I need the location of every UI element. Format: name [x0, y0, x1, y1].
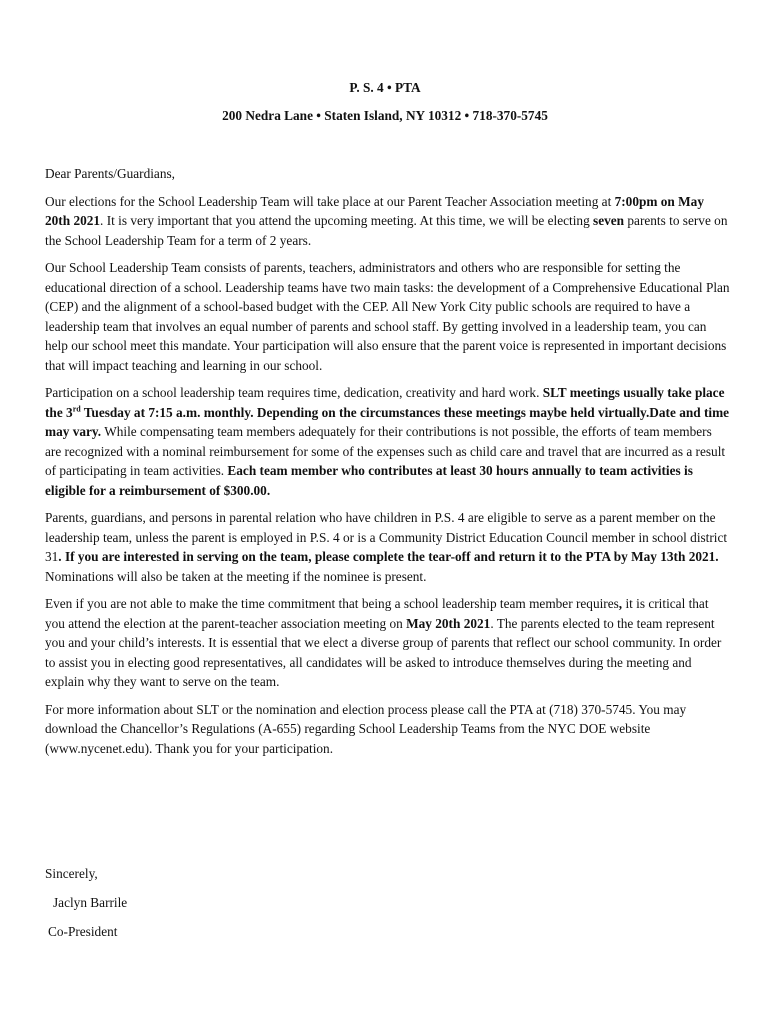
p3-text-a: Participation on a school leadership team requires time, dedication, creativity and hard work. [45, 385, 543, 400]
p4-text-a: Parents, guardians, and persons in parental relation who have children in P.S. 4 are eligible to serve as a parent member on the leadership team, unless the parent is employed in P.S. 4 or is a Community District Education Council member in school district 31 [45, 510, 728, 564]
p1-text-e: parents to serve on the School Leadership Team for a term of 2 years. [45, 213, 728, 248]
p3-text-d: While compensating team members adequately for their contributions is not possible, the efforts of team members are recognized with a nominal reimbursement for some of the expenses such as child care and travel that are incurred as a result of participating in team activities. [45, 424, 726, 478]
p5-comma: , [618, 596, 623, 611]
paragraph-attendance [45, 594, 730, 692]
p5-text-a: Even if you are not able to make the time commitment that being a school leadership team member requires [45, 596, 619, 611]
paragraph-eligibility [45, 508, 730, 586]
salutation: Dear Parents/Guardians, [45, 166, 175, 181]
paragraph-participation [45, 383, 730, 500]
meeting-schedule: SLT meetings usually take place the 3rd Tuesday at 7:15 a.m. monthly. Depending on the circumstances these meetings maybe held virtually.Date and time may vary. [45, 385, 730, 439]
p1-text-a: Our elections for the School Leadership Team will take place at our Parent Teacher Association meeting at [45, 193, 615, 209]
paragraph-more-info: For more information about SLT or the nomination and election process please call the PTA at (718) 370-5745. You may download the Chancellor’s Regulations (A-655) regarding School Leadership Teams from the NYC DOE website (www.nycenet.edu). Thank you for your participation. [45, 701, 687, 756]
reimbursement-note: Each team member who contributes at least 30 hours annually to team activities is eligible for a reimbursement of $300.00. [45, 463, 693, 498]
closing: Sincerely, [45, 866, 98, 881]
letter-body [45, 164, 730, 766]
seat-count: seven [593, 213, 625, 228]
paragraph-team-description: Our School Leadership Team consists of parents, teachers, administrators and others who are responsible for setting the educational direction of a school. Leadership teams have two main tasks: the development of a Comprehensive Educational Plan (CEP) and the alignment of a school-based budget with the CEP. All New York City public schools are required to have a leadership team that involves an equal number of parents and school staff. By getting involved in a leadership team, you can help our school meet this mandate. Your participation will also ensure that the parent voice is represented in important decisions that will impact teaching and learning in our school. [45, 260, 730, 373]
p4-text-c: Nominations will also be taken at the meeting if the nominee is present. [45, 568, 427, 584]
paragraph-election [45, 192, 730, 251]
signer-title: Co-President [48, 924, 118, 939]
meeting-datetime: 7:00pm on May 20th 2021 [45, 193, 704, 228]
signer-name: Jaclyn Barrile [53, 895, 128, 910]
pta-title: P. S. 4 • PTA [349, 80, 421, 95]
election-date: May 20th 2021 [406, 615, 491, 631]
tear-off-deadline: . If you are interested in serving on the team, please complete the tear-off and return it to the PTA by May 13th 2021. [58, 549, 719, 564]
p5-text-e: . The parents elected to the team represent you and your child’s interests. It is essential that we elect a diverse group of parents that reflect our school community. In order to assist you in electing good representatives, all candidates will be asked to introduce themselves during the meeting and explain why they want to serve on the team. [45, 615, 722, 689]
p1-text-c: . It is very important that you attend the upcoming meeting. At this time, we will be electing [100, 213, 594, 228]
p5-text-c: it is critical that you attend the election at the parent-teacher association meeting on [45, 596, 709, 631]
school-address: 200 Nedra Lane • Staten Island, NY 10312 • 718-370-5745 [222, 108, 548, 123]
